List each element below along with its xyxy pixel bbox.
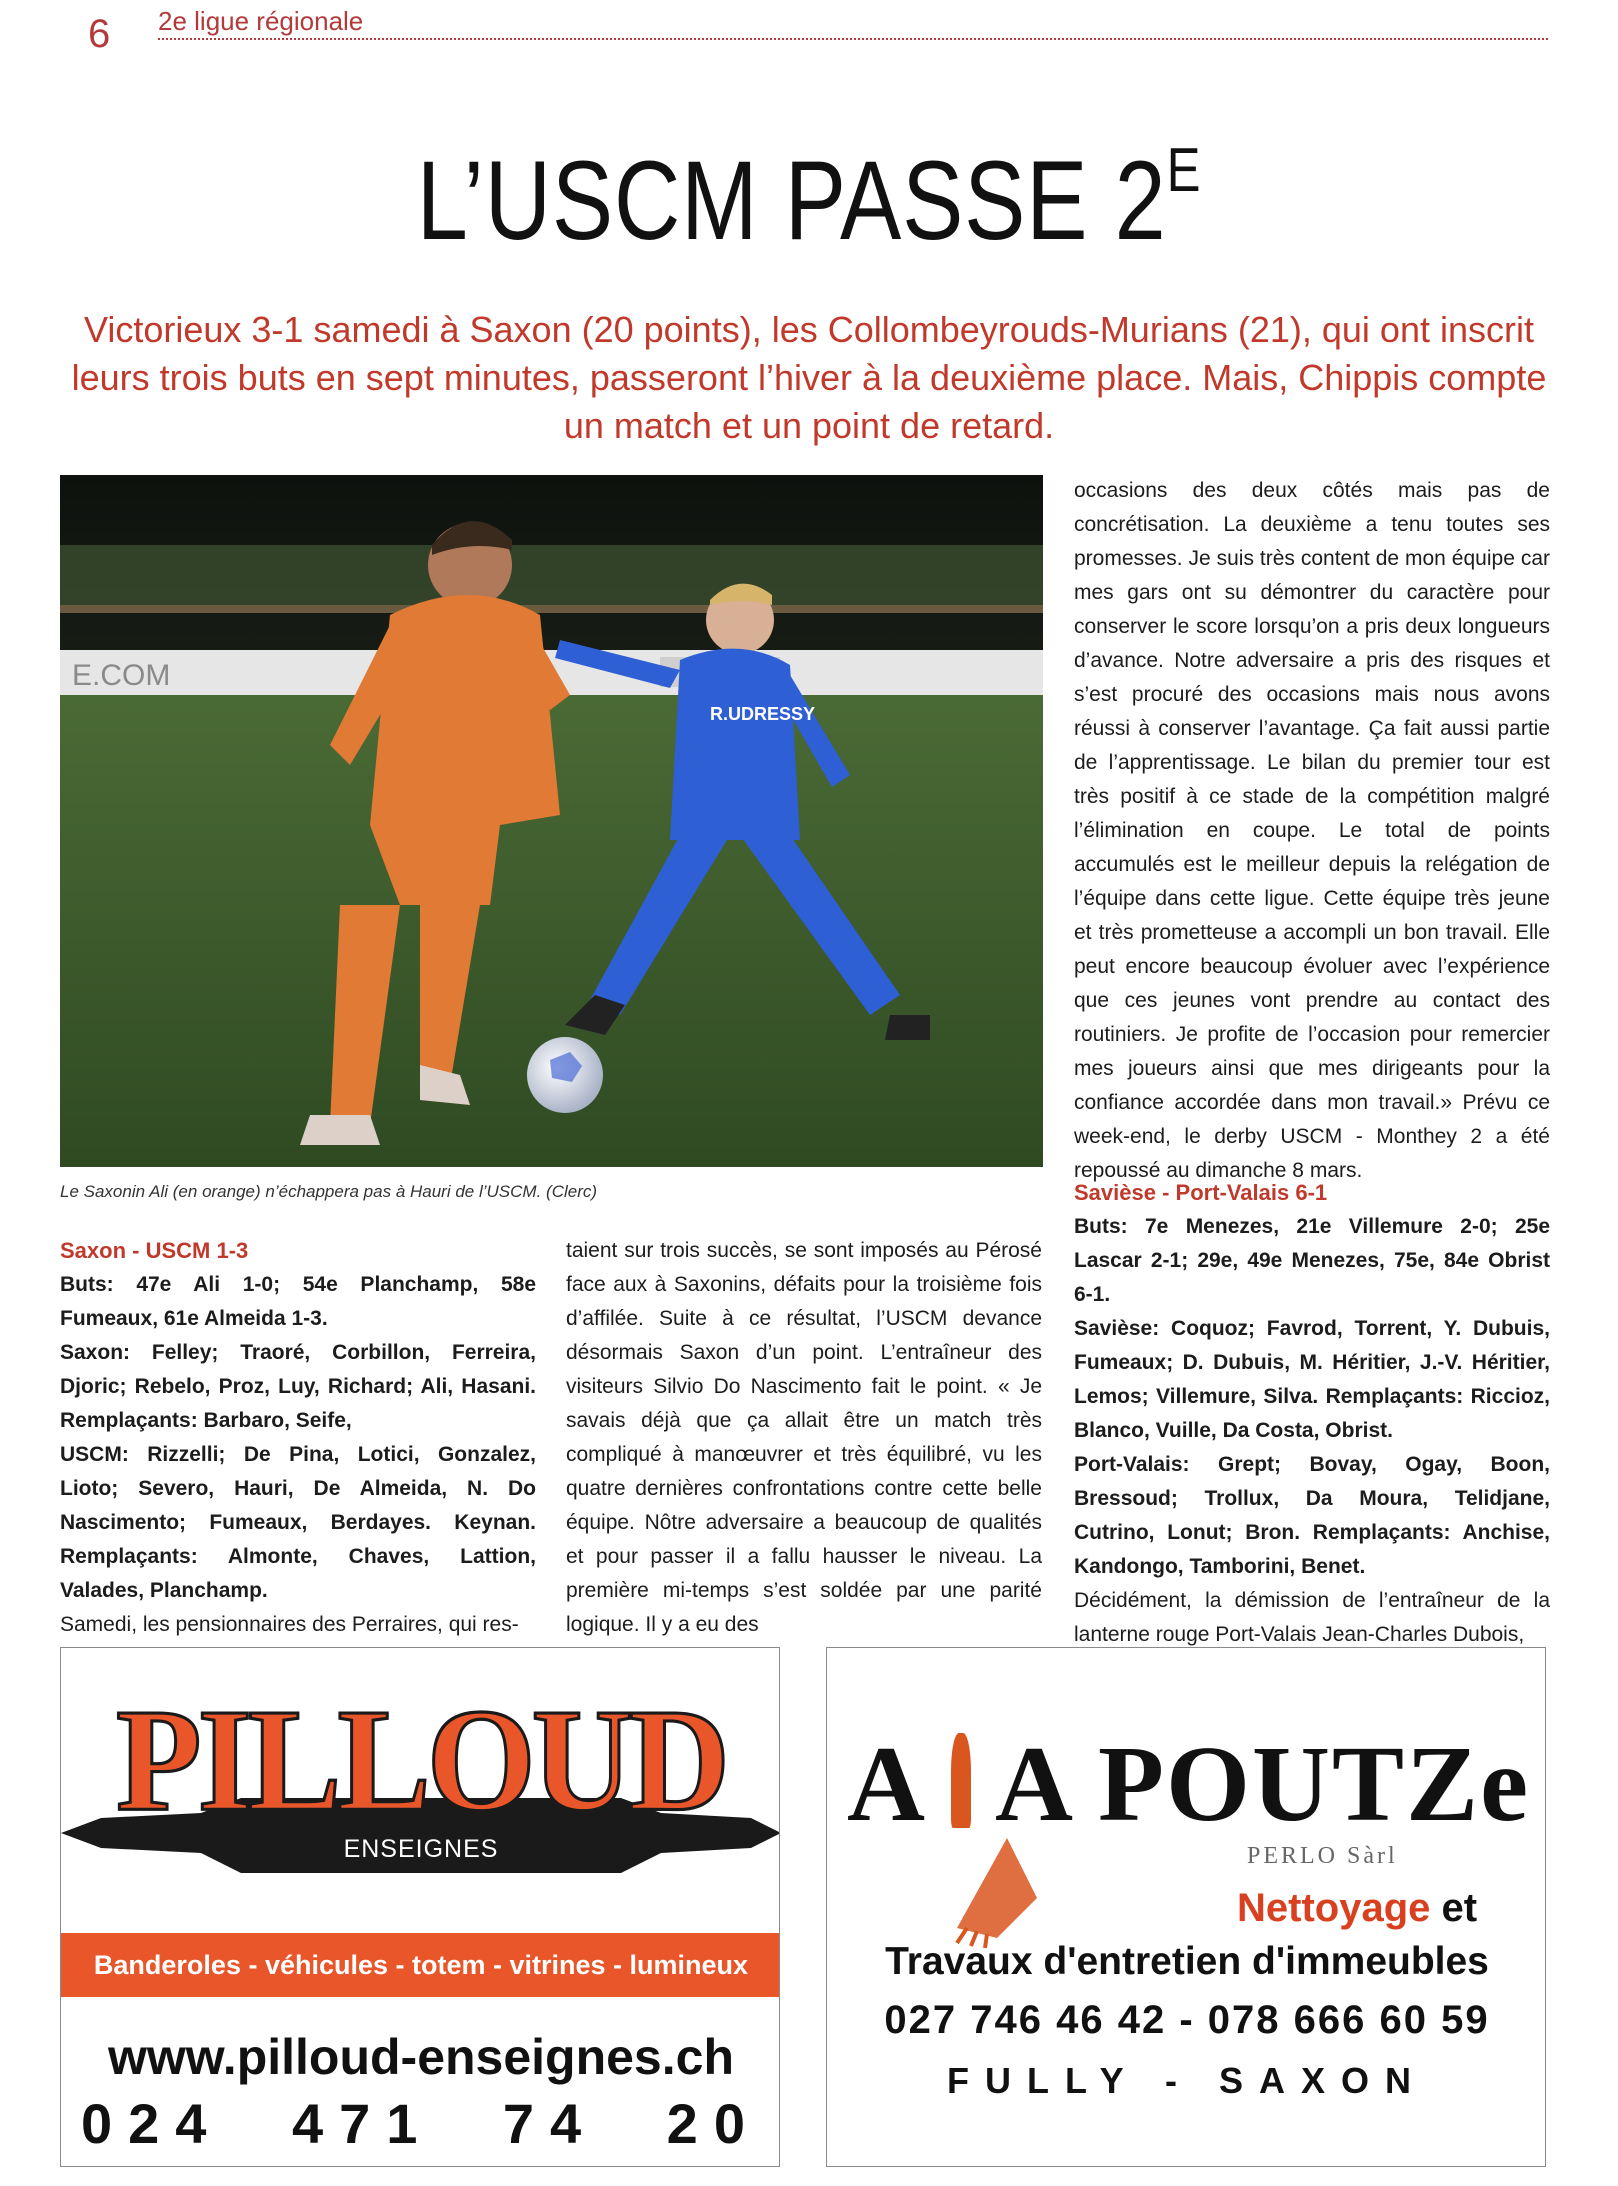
match1-title: Saxon - USCM 1-3: [60, 1238, 249, 1263]
coach-quote-continued: occasions des deux côtés mais pas de concrétisation. La deuxième a tenu toutes ses promesses. Je suis très content de mon équipe car mes gars ont su démontrer du caractère pour conserver le score lorsqu’on a pris deux longueurs d’avance. Notre adversaire a pris des risques et s’est procuré des occasions mais nous avons réussi à conserver l’avantage. Ça fait aussi partie de l’apprentissage. Le bilan du premier tour est très positif à ce stade de la compétition malgré l’élimination en coupe. Le total de points accumulés est le meilleur depuis la relégation de l’équipe dans cette ligue. Cette équipe très jeune et très prometteuse a accompli un bon travail. Elle peut encore beaucoup évoluer avec l’expérience que ces jeunes vont prendre au contact des routiniers. Je profite de l’occasion pour remercier mes joueurs ainsi que mes dirigeants pour la confiance accordée dans mon travail.» Prévu ce week-end, le derby USCM - Monthey 2 a été repoussé au dimanche 8 mars.: [1074, 479, 1550, 1182]
pilloud-phone-part: 024: [81, 2092, 223, 2155]
poutze-brand-a: A: [847, 1725, 927, 1844]
poutze-brand-rest: A POUTZe: [995, 1725, 1531, 1844]
poutze-service-red: Nettoyage: [1237, 1886, 1431, 1930]
article-lede: Victorieux 3-1 samedi à Saxon (20 points), les Collombeyrouds-Murians (21), qui ont inscrit leurs trois buts en sept minutes, passeront l’hiver à la deuxième place. Mais, Chippis compte un match et un point de retard.: [71, 309, 1547, 446]
page-number: 6: [88, 12, 111, 56]
pilloud-website[interactable]: www.pilloud-enseignes.ch: [107, 2029, 734, 2085]
poutze-service-et: et: [1430, 1886, 1478, 1930]
match2-team-port-valais: Port-Valais: Grept; Bovay, Ogay, Boon, Bressoud; Trollux, Da Moura, Telidjane, Cutrino, Lonut; Bron. Remplaçants: Anchise, Kandongo, Tamborini, Benet.: [1074, 1453, 1550, 1578]
match2-team-saviese: Savièse: Coquoz; Favrod, Torrent, Y. Dubuis, Fumeaux; D. Dubuis, M. Héritier, J.-V. Héritier, Lemos; Villemure, Silva. Remplaçants: Riccioz, Blanco, Vuille, Da Costa, Obrist.: [1074, 1317, 1550, 1442]
poutze-company: PERLO Sàrl: [1247, 1843, 1398, 1869]
pilloud-phone-part: 471: [291, 2092, 434, 2155]
headline-text: L’USCM PASSE 2: [416, 138, 1167, 263]
section-label: 2e ligue régionale: [158, 6, 364, 36]
match2-body-start: Décidément, la démission de l’entraîneur de la lanterne rouge Port-Valais Jean-Charles Dubois,: [1074, 1589, 1550, 1646]
article-body-continued: taient sur trois succès, se sont imposés au Pérosé face aux à Saxonins, défaits pour la troisième fois d’affilée. Suite à ce résultat, l’USCM devance désormais Saxon d’un point. L’entraîneur des visiteurs Silvio Do Nascimento fait le point. « Je savais déjà que ça allait être un match très compliqué à manœuvrer et très équilibré, vu les quatre dernières confrontations contre cette belle équipe. Nôtre adversaire a beaucoup de qualités et pour passer il a fallu hausser le niveau. La première mi-temps s’est soldée par une parité logique. Il y a eu des: [566, 1239, 1042, 1636]
football-photo-illustration: [60, 475, 1043, 1167]
match1-goals: Buts: 47e Ali 1-0; 54e Planchamp, 58e Fumeaux, 61e Almeida 1-3.: [60, 1273, 536, 1330]
pilloud-phone-part: 74: [502, 2092, 598, 2155]
pilloud-subtitle: ENSEIGNES: [343, 1835, 499, 1863]
ad-pilloud-enseignes[interactable]: [60, 1647, 780, 2167]
headline-superscript: E: [1166, 136, 1202, 205]
article-column-2: [566, 1234, 1042, 1642]
match2-goals: Buts: 7e Menezes, 21e Villemure 2-0; 25e Lascar 2-1; 29e, 49e Menezes, 75e, 84e Obrist 6-1.: [1074, 1215, 1550, 1306]
broom-handle-icon: [951, 1733, 971, 1828]
svg-text:R.UDRESSY: R.UDRESSY: [710, 704, 816, 724]
match-photo: [60, 475, 1043, 1167]
photo-caption: Le Saxonin Ali (en orange) n’échappera pas à Hauri de l’USCM. (Clerc): [60, 1182, 598, 1201]
poutze-service-cleaning: [1237, 1886, 1477, 1931]
pilloud-brand: PILLOUD: [116, 1679, 726, 1842]
svg-text:E.COM: E.COM: [72, 659, 171, 692]
match1-body-start: Samedi, les pensionnaires des Perraires, qui res-: [60, 1613, 519, 1636]
pilloud-phone: [81, 2091, 761, 2156]
pilloud-phone-part: 20: [666, 2092, 761, 2155]
poutze-cities: FULLY - SAXON: [946, 2060, 1428, 2101]
match1-team-saxon: Saxon: Felley; Traoré, Corbillon, Ferreira, Djoric; Rebelo, Proz, Luy, Richard; Ali, Hasani. Remplaçants: Barbaro, Seife,: [60, 1341, 536, 1432]
match2-title: Savièse - Port-Valais 6-1: [1074, 1180, 1328, 1205]
article-column-3-match2: [1074, 1176, 1550, 1652]
article-column-3: [1074, 474, 1550, 1188]
article-headline: [146, 135, 1473, 265]
ad-a-la-poutze[interactable]: [826, 1647, 1546, 2167]
poutze-service-maintenance: Travaux d'entretien d'immeubles: [885, 1940, 1489, 1983]
poutze-phones: 027 746 46 42 - 078 666 60 59: [884, 1998, 1490, 2042]
match1-team-uscm: USCM: Rizzelli; De Pina, Lotici, Gonzalez, Lioto; Severo, Hauri, De Almeida, N. Do Nascimento; Fumeaux, Berdayes. Keynan. Remplaçants: Almonte, Chaves, Lattion, Valades, Planchamp.: [60, 1443, 536, 1602]
pilloud-services: Banderoles - véhicules - totem - vitrines - lumineux: [61, 1933, 780, 1997]
article-column-1: [60, 1234, 536, 1642]
broom-icon: [947, 1828, 1107, 1948]
header-rule: [158, 38, 1548, 40]
